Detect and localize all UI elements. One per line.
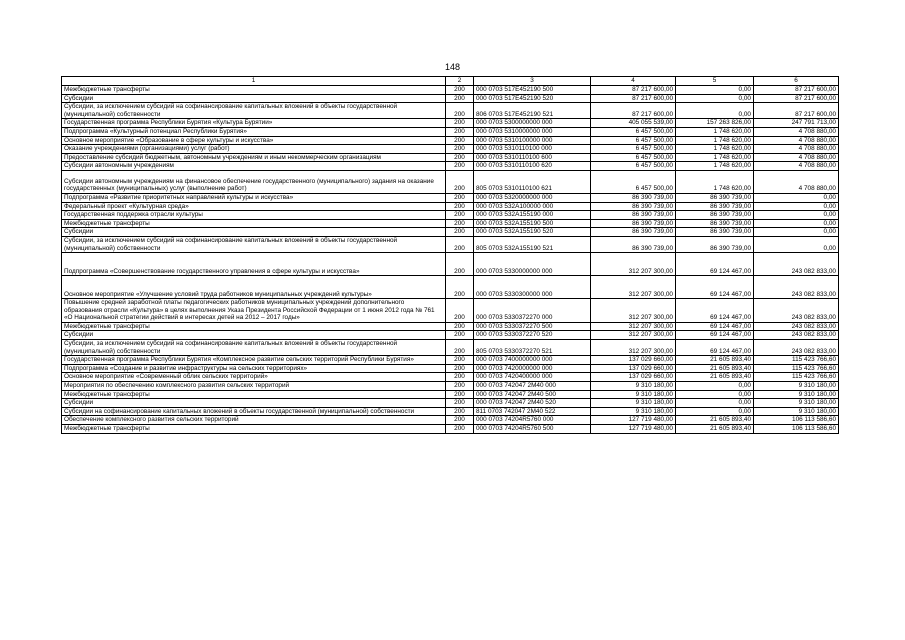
row-name-cell: Государственная поддержка отрасли культуры (62, 211, 446, 220)
table-row (62, 253, 839, 276)
row-amount-cell: 137 029 660,00 (591, 356, 676, 365)
table-row (62, 219, 839, 228)
row-name-cell: Подпрограмма «Развитие приоритетных направлений культуры и искусства» (62, 193, 446, 202)
row-amount-cell: 0,00 (676, 103, 754, 119)
row-amount-cell: 243 082 833,00 (754, 299, 839, 323)
row-amount-cell: 9 310 180,00 (754, 399, 839, 408)
row-name-cell: Подпрограмма «Создание и развитие инфраструктуры на сельских территориях» (62, 364, 446, 373)
row-amount-cell: 243 082 833,00 (754, 331, 839, 340)
row-amount-cell: 69 124 467,00 (676, 276, 754, 299)
row-amount-cell: 21 605 893,40 (676, 356, 754, 365)
row-code-cell: 000 0703 5310110100 620 (474, 162, 591, 171)
table-row (62, 382, 839, 391)
row-code-cell: 000 0703 532A100000 000 (474, 202, 591, 211)
row-code-cell: 000 0703 532A155190 500 (474, 219, 591, 228)
row-col2-cell: 200 (446, 153, 474, 162)
row-name-cell: Основное мероприятие «Современный облик сельских территорий» (62, 373, 446, 382)
row-col2-cell: 200 (446, 382, 474, 391)
row-amount-cell: 115 423 766,60 (754, 356, 839, 365)
row-col2-cell: 200 (446, 356, 474, 365)
row-amount-cell: 1 748 620,00 (676, 127, 754, 136)
row-amount-cell: 127 719 480,00 (591, 416, 676, 425)
row-amount-cell: 1 748 620,00 (676, 145, 754, 154)
row-amount-cell: 243 082 833,00 (754, 276, 839, 299)
row-code-cell: 000 0703 5310110100 600 (474, 153, 591, 162)
row-amount-cell: 87 217 600,00 (591, 86, 676, 95)
row-name-cell: Основное мероприятие «Образование в сфере культуры и искусства» (62, 136, 446, 145)
row-amount-cell: 243 082 833,00 (754, 322, 839, 331)
row-name-cell: Субсидии на софинансирование капитальных вложений в объекты государственной (муниципальной) собственности (62, 407, 446, 416)
table-row (62, 390, 839, 399)
row-amount-cell: 6 457 500,00 (591, 145, 676, 154)
row-col2-cell: 200 (446, 219, 474, 228)
row-name-cell: Государственная программа Республики Бурятия «Культура Бурятии» (62, 119, 446, 128)
row-amount-cell: 0,00 (754, 228, 839, 237)
row-code-cell: 000 0703 5330372270 500 (474, 322, 591, 331)
row-col2-cell: 200 (446, 390, 474, 399)
row-code-cell: 805 0703 5310110100 621 (474, 170, 591, 193)
row-col2-cell: 200 (446, 193, 474, 202)
column-header-1: 1 (62, 77, 446, 86)
row-amount-cell: 69 124 467,00 (676, 299, 754, 323)
table-row (62, 425, 839, 434)
row-amount-cell: 69 124 467,00 (676, 253, 754, 276)
table-row (62, 373, 839, 382)
row-amount-cell: 87 217 600,00 (591, 94, 676, 103)
row-amount-cell: 0,00 (754, 211, 839, 220)
row-code-cell: 000 0703 5300000000 000 (474, 119, 591, 128)
table-row (62, 94, 839, 103)
row-col2-cell: 200 (446, 322, 474, 331)
row-col2-cell: 200 (446, 211, 474, 220)
row-amount-cell: 87 217 600,00 (754, 94, 839, 103)
row-name-cell: Государственная программа Республики Бурятия «Комплексное развитие сельских территорий Республики Бурятия» (62, 356, 446, 365)
row-name-cell: Субсидии автономным учреждениям (62, 162, 446, 171)
row-amount-cell: 312 207 300,00 (591, 299, 676, 323)
row-code-cell: 000 0703 532A155190 000 (474, 211, 591, 220)
page-number: 148 (444, 62, 461, 72)
row-amount-cell: 4 708 880,00 (754, 170, 839, 193)
row-name-cell: Обеспечение комплексного развития сельских территорий (62, 416, 446, 425)
row-name-cell: Мероприятия по обеспечению комплексного развития сельских территорий (62, 382, 446, 391)
row-name-cell: Предоставление субсидий бюджетным, автономным учреждениям и иным некоммерческим организациям (62, 153, 446, 162)
row-col2-cell: 200 (446, 236, 474, 252)
row-name-cell: Межбюджетные трансферты (62, 425, 446, 434)
row-col2-cell: 200 (446, 86, 474, 95)
row-col2-cell: 200 (446, 340, 474, 356)
row-name-cell: Основное мероприятие «Улучшение условий труда работников муниципальных учреждений культуры» (62, 276, 446, 299)
table-row (62, 331, 839, 340)
row-amount-cell: 9 310 180,00 (754, 390, 839, 399)
row-amount-cell: 86 390 739,00 (591, 219, 676, 228)
row-amount-cell: 0,00 (676, 399, 754, 408)
table-row (62, 236, 839, 252)
row-amount-cell: 69 124 467,00 (676, 340, 754, 356)
table-row (62, 299, 839, 323)
row-code-cell: 000 0703 74204R5760 000 (474, 416, 591, 425)
row-amount-cell: 157 263 826,00 (676, 119, 754, 128)
row-col2-cell: 200 (446, 364, 474, 373)
row-amount-cell: 4 708 880,00 (754, 162, 839, 171)
row-amount-cell: 21 605 893,40 (676, 364, 754, 373)
row-code-cell: 000 0703 532A155190 520 (474, 228, 591, 237)
budget-table (61, 76, 839, 434)
row-col2-cell: 200 (446, 119, 474, 128)
row-amount-cell: 9 310 180,00 (591, 390, 676, 399)
row-name-cell: Субсидии, за исключением субсидий на софинансирование капитальных вложений в объекты государственной (муниципальной) собственности (62, 103, 446, 119)
row-name-cell: Оказание учреждениями (организациями) услуг (работ) (62, 145, 446, 154)
row-name-cell: Субсидии (62, 399, 446, 408)
row-amount-cell: 106 113 586,60 (754, 425, 839, 434)
row-col2-cell: 200 (446, 276, 474, 299)
row-col2-cell: 200 (446, 407, 474, 416)
row-col2-cell: 200 (446, 399, 474, 408)
row-col2-cell: 200 (446, 228, 474, 237)
row-amount-cell: 1 748 620,00 (676, 162, 754, 171)
row-amount-cell: 9 310 180,00 (754, 407, 839, 416)
table-body (62, 86, 839, 434)
row-amount-cell: 312 207 300,00 (591, 253, 676, 276)
row-amount-cell: 0,00 (676, 86, 754, 95)
row-code-cell: 000 0703 74204R5760 500 (474, 425, 591, 434)
row-amount-cell: 86 390 739,00 (676, 193, 754, 202)
column-header-6: 6 (754, 77, 839, 86)
row-name-cell: Субсидии (62, 228, 446, 237)
table-row (62, 228, 839, 237)
column-header-3: 3 (474, 77, 591, 86)
row-amount-cell: 0,00 (754, 236, 839, 252)
row-amount-cell: 312 207 300,00 (591, 340, 676, 356)
table-header (62, 77, 839, 86)
row-col2-cell: 200 (446, 202, 474, 211)
row-code-cell: 000 0703 742047 2M40 500 (474, 390, 591, 399)
row-col2-cell: 200 (446, 103, 474, 119)
row-amount-cell: 0,00 (754, 219, 839, 228)
row-amount-cell: 312 207 300,00 (591, 276, 676, 299)
row-amount-cell: 4 708 880,00 (754, 145, 839, 154)
row-name-cell: Субсидии автономным учреждениям на финансовое обеспечение государственного (муниципального) задания на оказание государственных (муниципальных) услуг (выполнение работ) (62, 170, 446, 193)
row-col2-cell: 200 (446, 162, 474, 171)
table-row (62, 170, 839, 193)
column-header-4: 4 (591, 77, 676, 86)
table-row (62, 364, 839, 373)
row-name-cell: Межбюджетные трансферты (62, 322, 446, 331)
row-col2-cell: 200 (446, 127, 474, 136)
row-code-cell: 805 0703 532A155190 521 (474, 236, 591, 252)
row-col2-cell: 200 (446, 299, 474, 323)
row-amount-cell: 86 390 739,00 (591, 236, 676, 252)
table-row (62, 136, 839, 145)
row-amount-cell: 86 390 739,00 (591, 211, 676, 220)
row-amount-cell: 127 719 480,00 (591, 425, 676, 434)
row-col2-cell: 200 (446, 170, 474, 193)
row-amount-cell: 6 457 500,00 (591, 127, 676, 136)
row-code-cell: 000 0703 5310110100 000 (474, 145, 591, 154)
row-name-cell: Субсидии, за исключением субсидий на софинансирование капитальных вложений в объекты государственной (муниципальной) собственности (62, 236, 446, 252)
table-row (62, 119, 839, 128)
row-amount-cell: 87 217 600,00 (591, 103, 676, 119)
row-amount-cell: 1 748 620,00 (676, 153, 754, 162)
table-row (62, 103, 839, 119)
row-col2-cell: 200 (446, 373, 474, 382)
row-amount-cell: 115 423 766,60 (754, 364, 839, 373)
row-amount-cell: 137 029 660,00 (591, 364, 676, 373)
row-name-cell: Межбюджетные трансферты (62, 219, 446, 228)
table-row (62, 407, 839, 416)
row-name-cell: Межбюджетные трансферты (62, 390, 446, 399)
row-amount-cell: 9 310 180,00 (591, 399, 676, 408)
row-code-cell: 805 0703 5330372270 521 (474, 340, 591, 356)
row-amount-cell: 87 217 600,00 (754, 86, 839, 95)
row-amount-cell: 0,00 (676, 390, 754, 399)
row-amount-cell: 4 708 880,00 (754, 153, 839, 162)
row-amount-cell: 9 310 180,00 (754, 382, 839, 391)
row-name-cell: Повышение средней заработной платы педагогических работников муниципальных учреждений дополнительного образования отрасли «Культура» в целях выполнения Указа Президента Российской Федерации от 1 июня 2012 года № 761 «О Национальной стратегии действий в интересах детей на 2012 – 2017 годы» (62, 299, 446, 323)
row-amount-cell: 86 390 739,00 (676, 236, 754, 252)
row-name-cell: Межбюджетные трансферты (62, 86, 446, 95)
row-amount-cell: 21 605 893,40 (676, 373, 754, 382)
row-amount-cell: 69 124 467,00 (676, 331, 754, 340)
row-col2-cell: 200 (446, 94, 474, 103)
row-amount-cell: 115 423 766,60 (754, 373, 839, 382)
row-amount-cell: 86 390 739,00 (676, 228, 754, 237)
table-row (62, 322, 839, 331)
row-amount-cell: 243 082 833,00 (754, 340, 839, 356)
row-amount-cell: 106 113 586,60 (754, 416, 839, 425)
row-code-cell: 000 0703 7420000000 000 (474, 364, 591, 373)
row-code-cell: 000 0703 517E452190 500 (474, 86, 591, 95)
row-code-cell: 000 0703 5330372270 520 (474, 331, 591, 340)
row-amount-cell: 69 124 467,00 (676, 322, 754, 331)
row-amount-cell: 405 055 539,00 (591, 119, 676, 128)
row-code-cell: 811 0703 742047 2M40 522 (474, 407, 591, 416)
row-amount-cell: 87 217 600,00 (754, 103, 839, 119)
row-code-cell: 000 0703 742047 2M40 520 (474, 399, 591, 408)
table-row (62, 416, 839, 425)
row-amount-cell: 137 029 660,00 (591, 373, 676, 382)
row-amount-cell: 1 748 620,00 (676, 136, 754, 145)
row-col2-cell: 200 (446, 331, 474, 340)
row-col2-cell: 200 (446, 136, 474, 145)
row-amount-cell: 243 082 833,00 (754, 253, 839, 276)
row-amount-cell: 86 390 739,00 (676, 211, 754, 220)
table-row (62, 211, 839, 220)
row-amount-cell: 0,00 (676, 94, 754, 103)
table-row (62, 356, 839, 365)
row-amount-cell: 1 748 620,00 (676, 170, 754, 193)
table-row (62, 193, 839, 202)
row-amount-cell: 0,00 (754, 202, 839, 211)
table-row (62, 127, 839, 136)
row-code-cell: 000 0703 5330300000 000 (474, 276, 591, 299)
row-col2-cell: 200 (446, 145, 474, 154)
row-amount-cell: 6 457 500,00 (591, 153, 676, 162)
row-code-cell: 000 0703 5310100000 000 (474, 136, 591, 145)
table-row (62, 162, 839, 171)
row-code-cell: 000 0703 5320000000 000 (474, 193, 591, 202)
row-code-cell: 000 0703 7420400000 000 (474, 373, 591, 382)
row-amount-cell: 4 708 880,00 (754, 127, 839, 136)
row-amount-cell: 86 390 739,00 (591, 193, 676, 202)
table-row (62, 340, 839, 356)
row-amount-cell: 0,00 (676, 382, 754, 391)
row-name-cell: Субсидии, за исключением субсидий на софинансирование капитальных вложений в объекты государственной (муниципальной) собственности (62, 340, 446, 356)
row-code-cell: 000 0703 517E452190 520 (474, 94, 591, 103)
row-amount-cell: 86 390 739,00 (676, 202, 754, 211)
row-code-cell: 000 0703 742047 2M40 000 (474, 382, 591, 391)
row-amount-cell: 4 708 880,00 (754, 136, 839, 145)
row-name-cell: Субсидии (62, 94, 446, 103)
table-row (62, 276, 839, 299)
row-col2-cell: 200 (446, 425, 474, 434)
row-name-cell: Подпрограмма «Культурный потенциал Республики Бурятия» (62, 127, 446, 136)
row-amount-cell: 6 457 500,00 (591, 170, 676, 193)
row-amount-cell: 247 791 713,00 (754, 119, 839, 128)
row-code-cell: 000 0703 5310000000 000 (474, 127, 591, 136)
table-row (62, 86, 839, 95)
row-amount-cell: 6 457 500,00 (591, 136, 676, 145)
row-amount-cell: 0,00 (676, 407, 754, 416)
row-amount-cell: 86 390 739,00 (676, 219, 754, 228)
column-header-2: 2 (446, 77, 474, 86)
row-col2-cell: 200 (446, 253, 474, 276)
row-amount-cell: 9 310 180,00 (591, 382, 676, 391)
row-code-cell: 806 0703 517E452190 521 (474, 103, 591, 119)
table-row (62, 399, 839, 408)
row-amount-cell: 9 310 180,00 (591, 407, 676, 416)
row-name-cell: Федеральный проект «Культурная среда» (62, 202, 446, 211)
header-row (62, 77, 839, 86)
row-code-cell: 000 0703 7400000000 000 (474, 356, 591, 365)
row-code-cell: 000 0703 5330000000 000 (474, 253, 591, 276)
row-amount-cell: 86 390 739,00 (591, 228, 676, 237)
row-name-cell: Субсидии (62, 331, 446, 340)
column-header-5: 5 (676, 77, 754, 86)
row-code-cell: 000 0703 5330372270 000 (474, 299, 591, 323)
table-row (62, 145, 839, 154)
row-name-cell: Подпрограмма «Совершенствование государственного управления в сфере культуры и искусства» (62, 253, 446, 276)
row-col2-cell: 200 (446, 416, 474, 425)
table-row (62, 153, 839, 162)
row-amount-cell: 0,00 (754, 193, 839, 202)
row-amount-cell: 86 390 739,00 (591, 202, 676, 211)
row-amount-cell: 312 207 300,00 (591, 322, 676, 331)
row-amount-cell: 21 605 893,40 (676, 425, 754, 434)
row-amount-cell: 21 605 893,40 (676, 416, 754, 425)
row-amount-cell: 312 207 300,00 (591, 331, 676, 340)
table-row (62, 202, 839, 211)
row-amount-cell: 6 457 500,00 (591, 162, 676, 171)
